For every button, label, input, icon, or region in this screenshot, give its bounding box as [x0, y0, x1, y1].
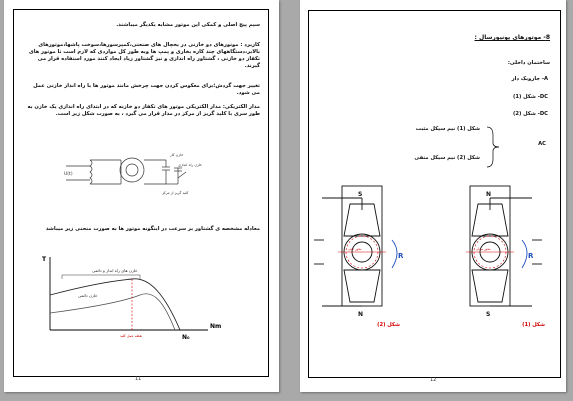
- motor-figure-1: [432, 180, 552, 320]
- curve-start-and-run: [50, 279, 180, 330]
- x-end-label: N₀: [182, 334, 190, 341]
- torque-speed-chart: [40, 255, 220, 345]
- pole-s-label: S: [486, 311, 491, 318]
- series-1-label: خازن های راه انداز و دائمی: [92, 268, 138, 273]
- brace-label-positive: شکل (1) نیم سیکل مثبت: [415, 126, 480, 132]
- rotation-r-label: R: [398, 252, 404, 260]
- paragraph-1: سیم پیچ اصلی و کمکی این موتور مشابه یکدیگر میباشند.: [116, 22, 260, 28]
- brace-label-negative: شکل (2) نیم سیکل منفی: [414, 155, 480, 161]
- section-subtitle: ساختمان داخلی:: [507, 60, 550, 66]
- circuit-switch-label: کلید گریز از مرکز: [162, 191, 189, 195]
- paragraph-circuit: مدار الکتریکی: مدار الکتریکی موتور های تکفاز دو خازنه که در ابتدای راه اندازی یک خازن به طور سری با کلید گریز از مرکز در مدار قرار می گیرد ، به صورت شکل زیر است.: [27, 104, 260, 117]
- ac-label: AC: [538, 141, 546, 147]
- paragraph-usage: کاربرد : موتورهای دو خازنی در یخچال های صنعتی،کمپرسورها،سوخت پاشها،موتورهای بالابر،دستگاههای چند کاره بخاری و پمپ ها وبه طور کل مواردی که لازم است تا موتور های تکفاز دو خازنی ، گشتاور راه اندازی و نیز گشتاور زیاد ایجاد کنند مورد استفاده قرار می گیرند.: [28, 42, 260, 69]
- section-title: 8- موتورهای یونیورسال :: [474, 34, 550, 41]
- caption-figure-1: شکل (1): [522, 322, 545, 328]
- list-item-brush: A- جاروبک دار: [511, 76, 548, 82]
- paragraph-direction: تغییر جهت گردش؛برای معکوس کردن جهت چرخش مانند موتور ها با راه انداز خازنی عمل می شود.: [33, 83, 260, 96]
- pole-n-label: N: [486, 191, 492, 198]
- rotation-r-label: R: [528, 252, 534, 260]
- page-number: 11: [135, 376, 142, 382]
- switch-point-label: نقطه عمل کلید: [120, 334, 143, 338]
- list-item-dc-1: DC- شکل (1): [512, 94, 548, 100]
- circuit-start-cap-label: خازن راه اندازی: [178, 163, 203, 167]
- circuit-run-cap-label: خازن کار: [170, 153, 184, 157]
- caption-figure-2: شکل (2): [377, 322, 400, 328]
- axis-y-label: T: [42, 256, 47, 263]
- list-item-dc-2: DC- شکل (2): [512, 111, 548, 117]
- right-page: [300, 0, 566, 392]
- series-2-label: خازن دائمی: [78, 293, 98, 298]
- axis-x-label: Nm: [210, 323, 222, 330]
- pole-n-label: N: [358, 311, 364, 318]
- left-page: [4, 0, 279, 392]
- field-axis-label: محور میدان: [476, 247, 491, 251]
- motor-figure-2: [314, 180, 434, 320]
- curve-run-only: [50, 294, 175, 330]
- circuit-diagram: [66, 140, 216, 208]
- paragraph-torque: معادله مشخصه ی گشتاور بر سرعت در اینگونه موتور ها به صورت منحنی زیر میباشد: [45, 226, 260, 232]
- brace-icon: [485, 127, 505, 167]
- page-number: 12: [430, 377, 437, 383]
- neutral-axis-label: محور خنثی: [348, 247, 362, 251]
- circuit-supply-label: U(t): [64, 172, 73, 177]
- pole-s-label: S: [358, 191, 363, 198]
